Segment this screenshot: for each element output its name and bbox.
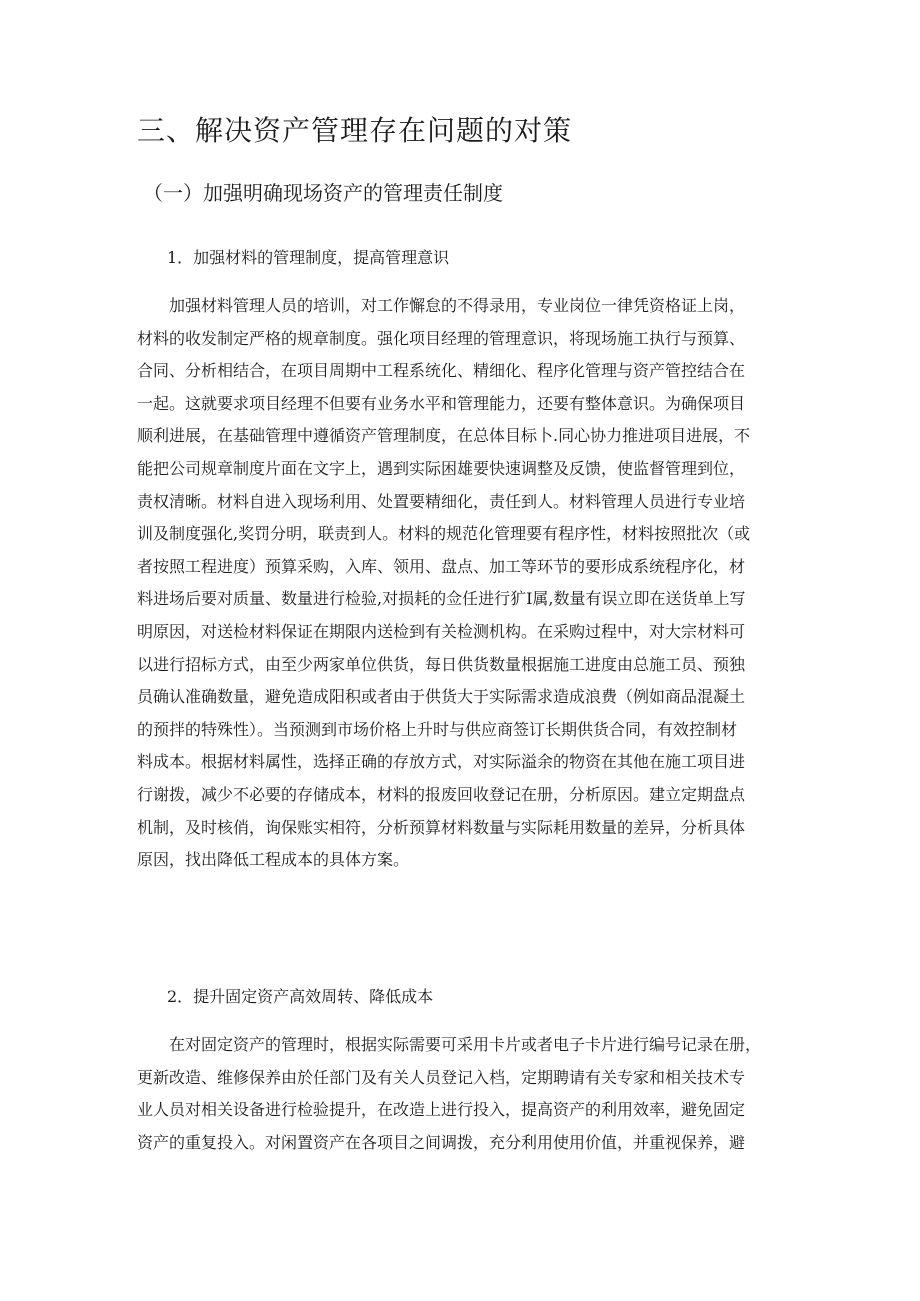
paragraph-line: 行谢拨，减少不必要的存储成本，材料的报废回收登记在册，分析原因。建立定期盘点	[137, 784, 746, 804]
paragraph-line: 更新改造、维修保养由於任部门及有关人员登记入档，定期聘请有关专家和相关技术专	[137, 1067, 746, 1087]
paragraph-line: 顺利进展，在基础管理中遵循资产管理制度，在总体目标卜.同心协力推进项目进展，不	[137, 426, 751, 446]
subsection-heading-1: 1．加强材料的管理制度，提高管理意识	[167, 248, 450, 267]
paragraph-line: 在对固定资产的管理时，根据实际需要可采用卡片或者电子卡片进行编号记录在册，	[169, 1035, 762, 1054]
paragraph-line: 料成本。根据材料属性，选择正确的存放方式，对实际溢余的物资在其他在施工项目进	[137, 752, 746, 772]
paragraph-line: 加强材料管理人员的培训，对工作懈怠的不得录用，专业岗位一律凭资格证上岗，	[169, 296, 746, 315]
paragraph-line: 业人员对相关设备进行检验提升，在改造上进行投入，提高资产的利用效率，避免固定	[137, 1100, 746, 1120]
paragraph-line: 机制，及时核俏，询保账实相符，分析预算材料数量与实际耗用数量的差异，分析具体	[137, 817, 746, 837]
paragraph-line: 以进行招标方式，由至少两家单位供货，每日供货数量根据施工进度由总施工员、预独	[137, 654, 746, 674]
paragraph-2	[137, 1029, 785, 1159]
paragraph-line: 的预拌的特殊性）。当预测到市场价格上升时与供应商签订长期供货合同，有效控制材	[137, 719, 738, 739]
paragraph-line: 明原因，对送检材料保证在期限内送检到有关检测机构。在采购过程中，对大宗材料可	[137, 621, 746, 641]
paragraph-line: 者按照工程进度）预算采购，入库、领用、盘点、加工等环节的要形成系统程序化，材	[137, 556, 746, 576]
subsection-heading-2: 2．提升固定资产高效周转、降低成本	[167, 987, 434, 1006]
paragraph-line: 责权清晰。材料自进入现场利用、处置要精细化，责任到人。材料管理人员进行专业培	[137, 491, 746, 511]
paragraph-line: 合同、分析相结合，在项目周期中工程系统化、精细化、程序化管理与资产管控结合在	[137, 361, 746, 381]
chapter-heading: 三、解决资产管理存在问题的对策	[137, 114, 573, 147]
paragraph-1	[137, 290, 785, 877]
paragraph-line: 材料的收发制定严格的规章制度。强化项目经理的管理意识，将现场施工执行与预算、	[137, 328, 746, 348]
paragraph-line: 一起。这就要求项目经理不但要有业务水平和管理能力，还要有整体意识。为确保项目	[137, 393, 746, 413]
section-heading: （一）加强明确现场资产的管理责任制度	[143, 181, 503, 205]
paragraph-line: 能把公司规章制度片面在文字上，遇到实际困雄要快速调整及反馈，使监督管理到位，	[137, 458, 746, 478]
paragraph-line: 员确认准确数量，避免造成阳积或者由于供货大于实际需求造成浪费（例如商品混凝土	[137, 687, 746, 707]
paragraph-line: 料进场后要对质量、数量进行检验,对损耗的佥任进行犷I属,数量有误立即在送货单上写	[137, 589, 746, 609]
paragraph-line: 资产的重复投入。对闲置资产在各项目之间调拨，充分利用使用价值，并重视保养，避	[137, 1132, 746, 1152]
paragraph-line: 原因，找出降低工程成本的具体方案。	[137, 850, 410, 870]
paragraph-line: 训及制度强化,奖罚分明，联责到人。材料的规范化管理要有程序性，材料按照批次（或	[137, 524, 751, 544]
